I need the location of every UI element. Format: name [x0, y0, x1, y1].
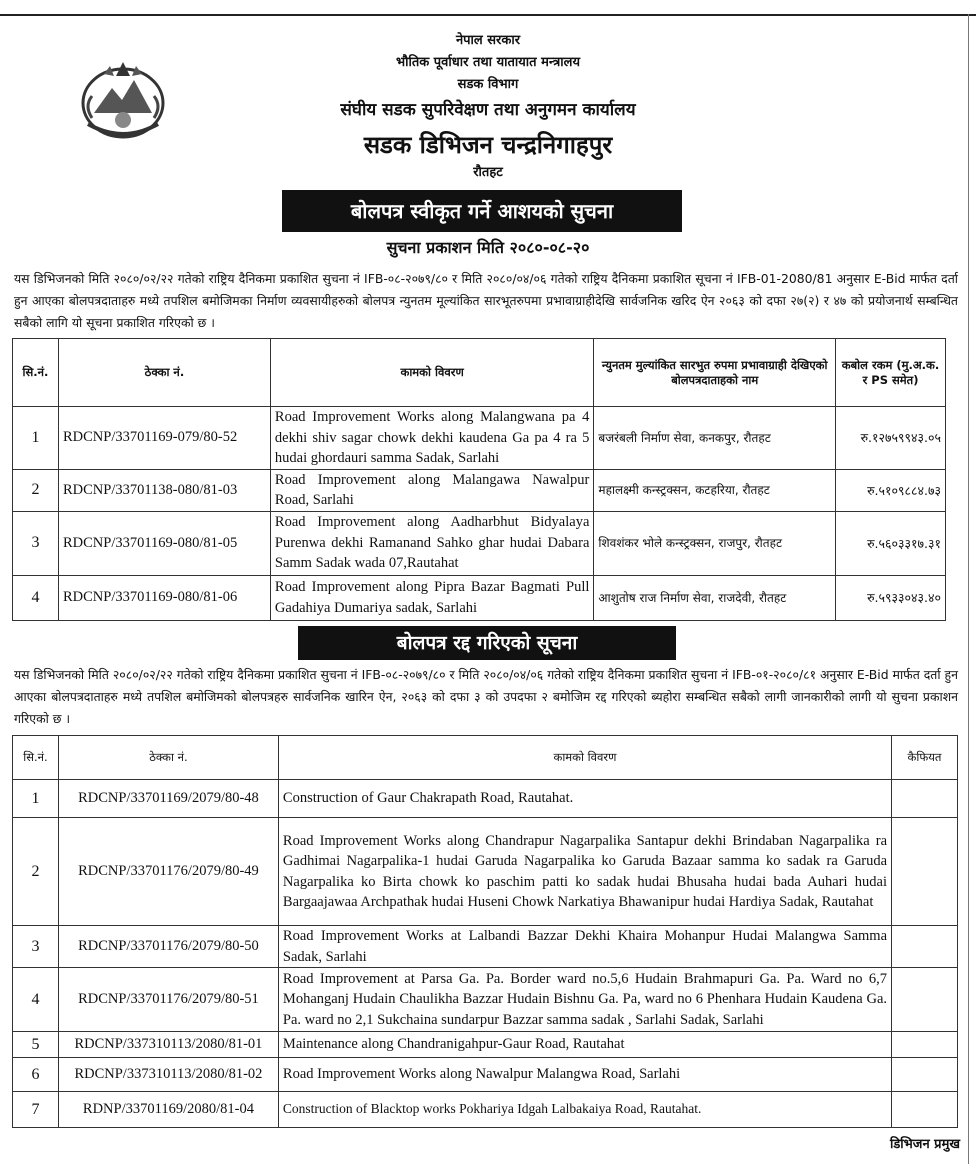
- row-desc: Road Improvement Works along Nawalpur Malangwa Road, Sarlahi: [278, 1058, 891, 1092]
- row-ref: RDCNP/33701176/2079/80-49: [58, 818, 278, 926]
- header-ministry: भौतिक पूर्वाधार तथा यातायात मन्त्रालय: [395, 55, 580, 70]
- row-desc: Construction of Blacktop works Pokhariya Idgah Lalbakaiya Road, Rautahat.: [278, 1092, 891, 1128]
- row-ref: RDCNP/33701169/2079/80-48: [58, 780, 278, 818]
- table-row: [13, 511, 946, 575]
- col-header-remark: कैफियत: [892, 736, 958, 780]
- row-sn: 4: [13, 575, 59, 620]
- table-row: [13, 575, 946, 620]
- row-sn: 1: [13, 780, 59, 818]
- row-sn: 2: [13, 818, 59, 926]
- row-sn: 1: [13, 407, 59, 470]
- row-bidder: आशुतोष राज निर्माण सेवा, राजदेवी, रौतहट: [594, 575, 836, 620]
- row-ref: RDCNP/33701138-080/81-03: [58, 469, 270, 511]
- col-header-desc: कामको विवरण: [278, 736, 891, 780]
- row-ref: RDCNP/33701169-080/81-05: [58, 511, 270, 575]
- table-row: [13, 1092, 958, 1128]
- row-remark: [892, 1092, 958, 1128]
- row-sn: 7: [13, 1092, 59, 1128]
- row-desc: Road Improvement at Parsa Ga. Pa. Border ward no.5,6 Hudain Brahmapuri Ga. Pa. Ward no 6,7 Mohanganj Hudain Chaulikha Bazzar Hudain Bishnu Ga. Pa, ward no 6 Phenhara Hudain Kaudena Ga. Pa. ward no 2,1 Sukchaina sundarpur Bazzar samma sadak , Sarlahi Sadak, Sarlahi: [278, 968, 891, 1032]
- row-desc: Road Improvement along Pipra Bazar Bagmati Pull Gadahiya Dumariya sadak, Sarlahi: [270, 575, 593, 620]
- row-bidder: शिवशंकर भोले कन्स्ट्रक्सन, राजपुर, रौतहट: [594, 511, 836, 575]
- row-sn: 4: [13, 968, 59, 1032]
- row-remark: [892, 968, 958, 1032]
- notice2-body: यस डिभिजनको मिति २०८०/०२/२२ गतेको राष्ट्रिय दैनिकमा प्रकाशित सुचना नं IFB-०८-२०७९/८० र मिति २०८०/०४/०६ गतेको राष्ट्रिय दैनिकमा प्रकाशित सुचना नं IFB-०१-२०८०/८१ अनुसार E-Bid मार्फत दर्ता हुन आएका बोलपत्रदाताहरु मध्ये तपशिल बमोजिमको बोलपत्रहरु सार्वजनिक खारिन ऐन, २०६३ को दफा ३ को उपदफा २ बमोजिम रद्द गरिएको ब्यहोरा सम्बन्धित सबैको लागी जानकारीको लागी यो सुचना प्रकाशन गरिएको छ ।: [14, 667, 958, 726]
- row-sn: 5: [13, 1032, 59, 1058]
- col-header-sn: सि.नं.: [13, 339, 59, 407]
- row-ref: RDCNP/33701176/2079/80-50: [58, 926, 278, 968]
- table-row: [13, 407, 946, 470]
- table-row: [13, 1032, 958, 1058]
- table-row: [13, 818, 958, 926]
- row-sn: 6: [13, 1058, 59, 1092]
- table-row: [13, 926, 958, 968]
- header-division: सडक डिभिजन चन्द्रनिगाहपुर: [363, 130, 613, 159]
- notice1-publish-date: सुचना प्रकाशन मिति २०८०-०८-२०: [386, 238, 590, 257]
- table-row: [13, 1058, 958, 1092]
- row-remark: [892, 780, 958, 818]
- row-sn: 3: [13, 926, 59, 968]
- row-bidder: बजरंबली निर्माण सेवा, कनकपुर, रौतहट: [594, 407, 836, 470]
- row-remark: [892, 1032, 958, 1058]
- row-amount: रु.१२७५९९४३.०५: [836, 407, 946, 470]
- row-ref: RDCNP/337310113/2080/81-01: [58, 1032, 278, 1058]
- row-amount: रु.५१०९८८४.७३: [836, 469, 946, 511]
- signer-title: डिभिजन प्रमुख: [889, 1137, 960, 1152]
- header-department: सडक विभाग: [457, 77, 519, 92]
- table-header-row: [13, 736, 958, 780]
- row-desc: Road Improvement Works along Chandrapur Nagarpalika Santapur dekhi Brindaban Nagarpalika ra Gadhimai Nagarpalika-1 hudai Garuda Nagarpalika ko Garuda Bazaar samma ko sadak ra Garuda Nagarpalika ko Birta chowk ko paschim patti ko sadak hudai Bhusaha hudai bada Auhari hudai Bargaajawaa Archpathak hudai Huseni Chowk Narkatiya Bhawanipur hudai Hardiya Sadak, Rautahat: [278, 818, 891, 926]
- row-amount: रु.५९३३०४३.४०: [836, 575, 946, 620]
- col-header-amount: कबोल रकम (मु.अ.क. र PS समेत): [836, 339, 946, 407]
- header-office: संघीय सडक सुपरिवेक्षण तथा अनुगमन कार्यालय: [340, 100, 636, 120]
- row-ref: RDCNP/33701176/2079/80-51: [58, 968, 278, 1032]
- notice1-body: यस डिभिजनको मिति २०८०/०२/२२ गतेको राष्ट्रिय दैनिकमा प्रकाशित सुचना नं IFB-०८-२०७९/८० र मिति २०८०/०४/०६ गतेको राष्ट्रिय दैनिकमा प्रकाशित सूचना नं IFB-01-2080/81 अनुसार E-Bid मार्फत दर्ता हुन आएका बोलपत्रदाताहरु मध्ये तपशिल बमोजिमका निर्माण व्यवसायीहरुको बोलपत्र न्युनतम मूल्यांकित सारभूतरुपमा प्रभावाग्राहीदेखि सार्वजनिक खरिद ऐन २०६३ को दफा २७(२) र ४७ को प्रयोजनार्थ सम्बन्धित सबैको लागि यो सूचना प्रकाशित गरिएको छ ।: [14, 271, 958, 330]
- row-desc: Maintenance along Chandranigahpur-Gaur Road, Rautahat: [278, 1032, 891, 1058]
- col-header-desc: कामको विवरण: [270, 339, 593, 407]
- col-header-ref: ठेक्का नं.: [58, 339, 270, 407]
- notice2-title: बोलपत्र रद्द गरिएको सूचना: [298, 626, 676, 660]
- table-row: [13, 469, 946, 511]
- header-government: नेपाल सरकार: [455, 33, 521, 48]
- row-ref: RDCNP/337310113/2080/81-02: [58, 1058, 278, 1092]
- header-district: रौतहट: [473, 165, 503, 180]
- row-desc: Road Improvement Works at Lalbandi Bazzar Dekhi Khaira Mohanpur Hudai Malangwa Samma Sadak, Sarlahi: [278, 926, 891, 968]
- row-desc: Road Improvement along Aadharbhut Bidyalaya Purenwa dekhi Ramanand Sahko ghar hudai Dabara Samm Sadak wada 07,Rautahat: [270, 511, 593, 575]
- col-header-sn: सि.नं.: [13, 736, 59, 780]
- row-sn: 2: [13, 469, 59, 511]
- table-row: [13, 780, 958, 818]
- row-remark: [892, 1058, 958, 1092]
- row-bidder: महालक्ष्मी कन्स्ट्रक्सन, कटहरिया, रौतहट: [594, 469, 836, 511]
- row-desc: Construction of Gaur Chakrapath Road, Rautahat.: [278, 780, 891, 818]
- row-desc: Road Improvement along Malangawa Nawalpur Road, Sarlahi: [270, 469, 593, 511]
- table-row: [13, 968, 958, 1032]
- notice1-title: बोलपत्र स्वीकृत गर्ने आशयको सुचना: [282, 190, 682, 232]
- row-ref: RDNP/33701169/2080/81-04: [58, 1092, 278, 1128]
- row-desc: Road Improvement Works along Malangwana pa 4 dekhi shiv sagar chowk dekhi kaudena Ga pa 4 ra 5 hudai ghordauri samma Sadak, Sarlahi: [270, 407, 593, 470]
- notice1-table: [12, 338, 946, 621]
- table-header-row: [13, 339, 946, 407]
- row-amount: रु.५६०३३१७.३१: [836, 511, 946, 575]
- row-ref: RDCNP/33701169-080/81-06: [58, 575, 270, 620]
- col-header-bidder: न्युनतम मुल्यांकित सारभुत रुपमा प्रभावाग्राही देखिएको बोलपत्रदाताहको नाम: [594, 339, 836, 407]
- row-remark: [892, 926, 958, 968]
- row-remark: [892, 818, 958, 926]
- notice2-table: [12, 735, 958, 1128]
- row-ref: RDCNP/33701169-079/80-52: [58, 407, 270, 470]
- row-sn: 3: [13, 511, 59, 575]
- col-header-ref: ठेक्का नं.: [58, 736, 278, 780]
